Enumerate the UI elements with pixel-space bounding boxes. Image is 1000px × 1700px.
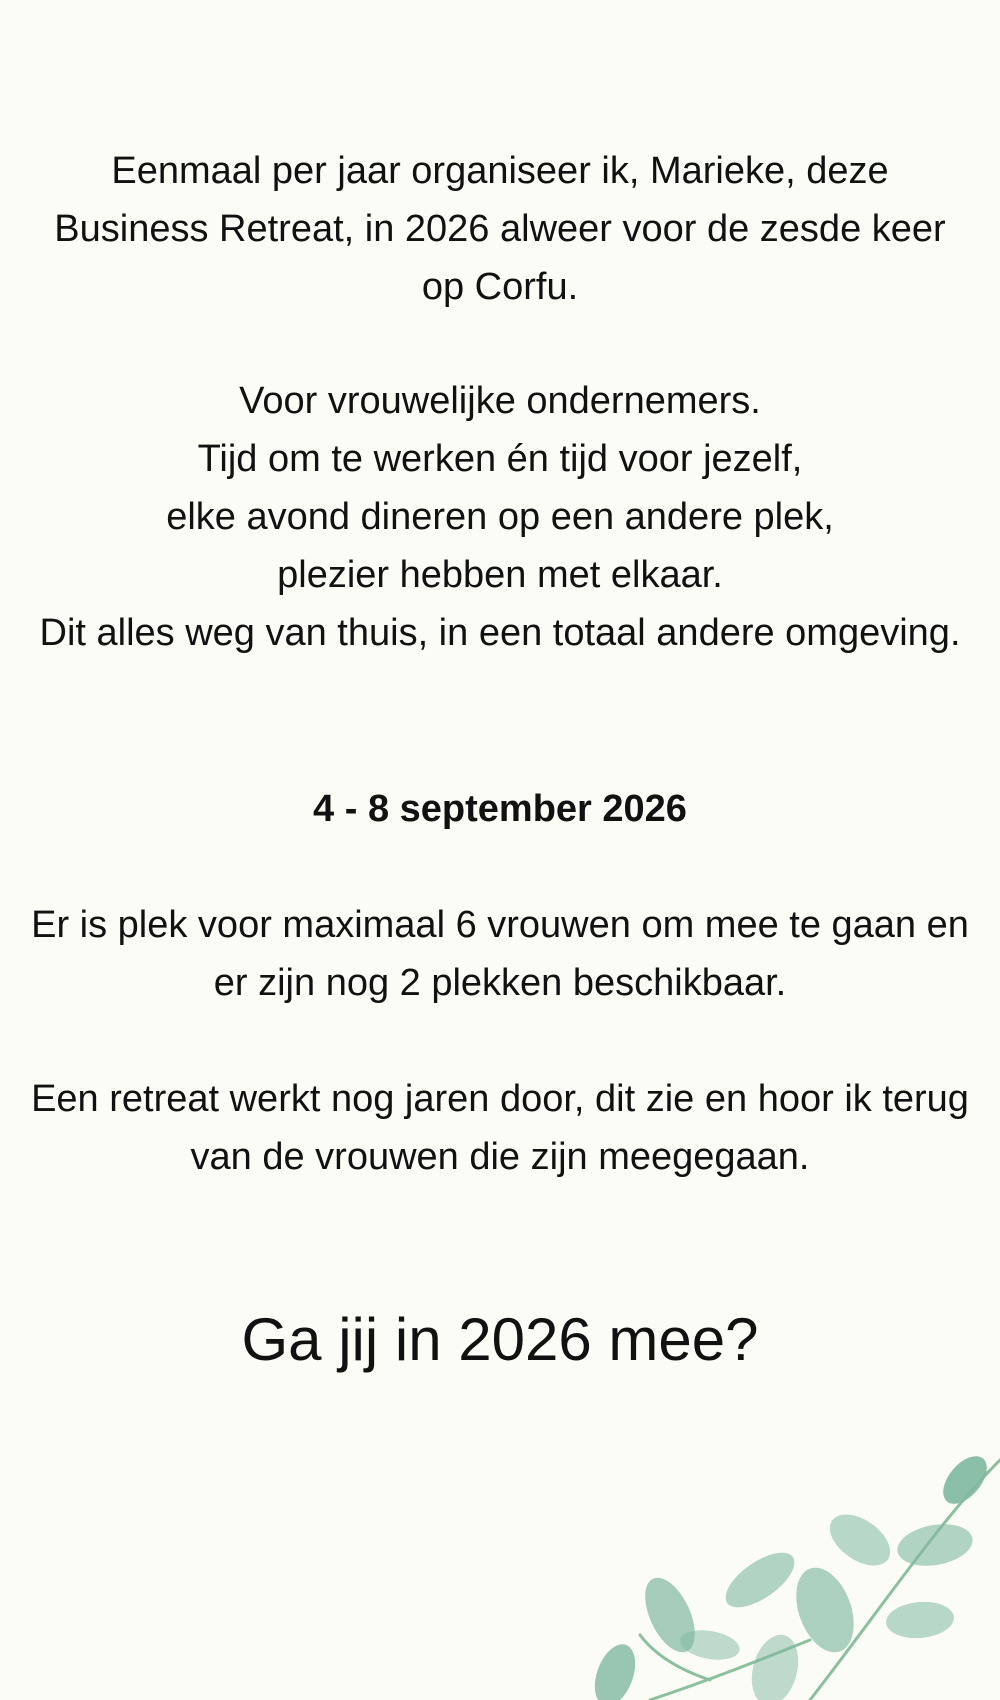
call-to-action-heading: Ga jij in 2026 mee?: [241, 1306, 759, 1373]
audience-line: Voor vrouwelijke ondernemers.: [239, 380, 761, 422]
intro-paragraph: Eenmaal per jaar organiseer ik, Marieke, deze Business Retreat, in 2026 alweer voor de zesde keer op Corfu.: [54, 150, 946, 308]
audience-paragraph: [30, 372, 970, 662]
impact-paragraph: Een retreat werkt nog jaren door, dit zie en hoor ik terug van de vrouwen die zijn meegegaan.: [31, 1078, 969, 1178]
eucalyptus-leaves-icon: [560, 1440, 1000, 1700]
audience-line: Dit alles weg van thuis, in een totaal andere omgeving.: [39, 612, 961, 654]
audience-line: plezier hebben met elkaar.: [277, 554, 723, 596]
audience-line: elke avond dineren op een andere plek,: [166, 496, 834, 538]
places-paragraph: Er is plek voor maximaal 6 vrouwen om mee te gaan en er zijn nog 2 plekken beschikbaar.: [31, 904, 969, 1004]
retreat-dates: 4 - 8 september 2026: [313, 788, 687, 830]
audience-line: Tijd om te werken én tijd voor jezelf,: [197, 438, 803, 480]
